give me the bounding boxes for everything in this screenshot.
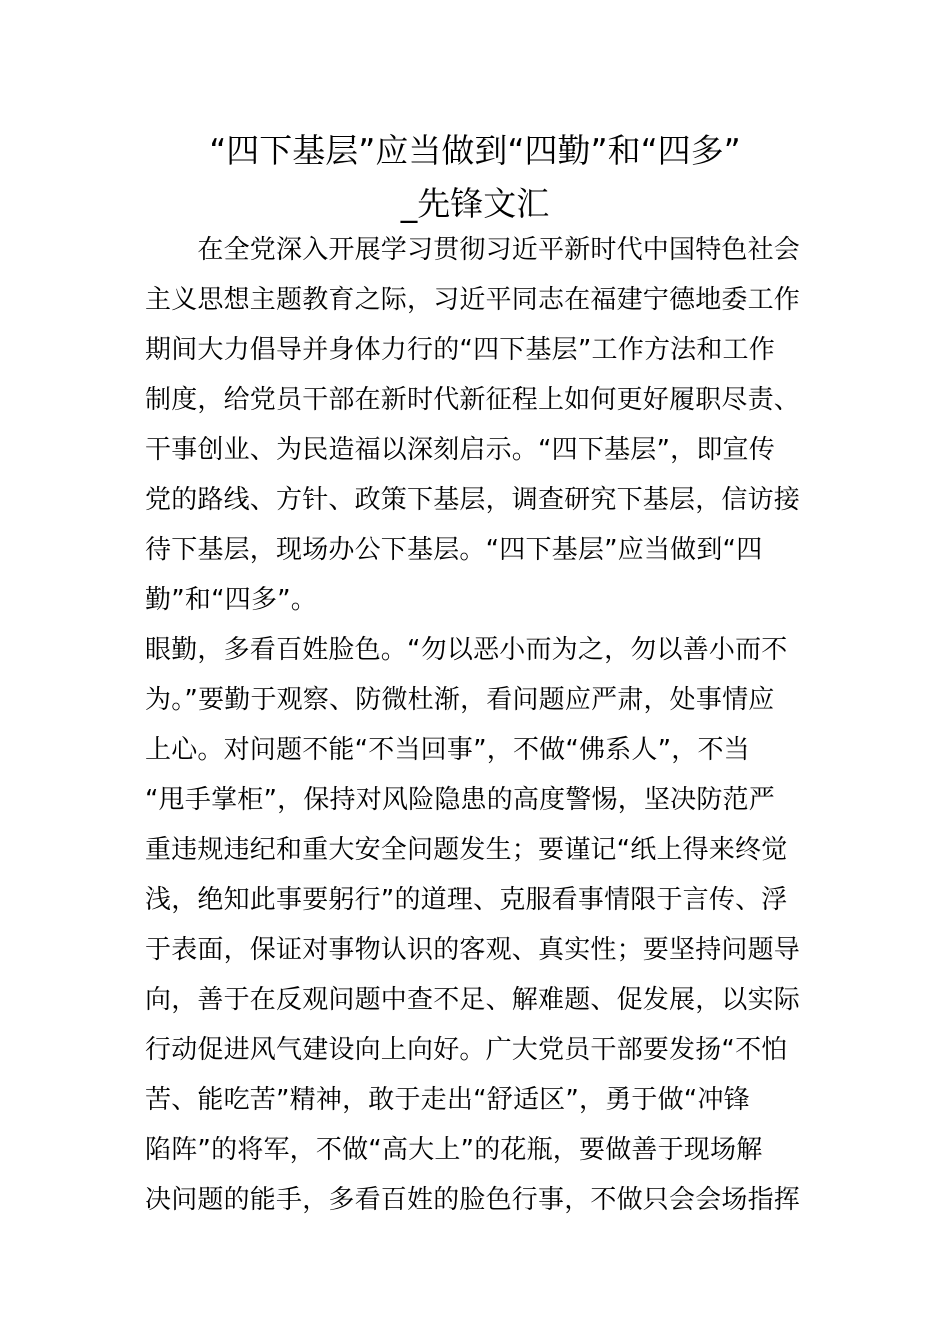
body-line: 眼勤，多看百姓脸色。“勿以恶小而为之，勿以善小而不: [145, 635, 788, 665]
body-line: 向，善于在反观问题中查不足、解难题、促发展，以实际: [145, 985, 801, 1015]
body-line: 勤”和“四多”。: [145, 585, 318, 615]
body-line: 干事创业、为民造福以深刻启示。“四下基层”，即宣传: [145, 435, 775, 465]
body-line: 重违规违纪和重大安全问题发生；要谨记“纸上得来终觉: [145, 835, 788, 865]
body-line: 待下基层，现场办公下基层。“四下基层”应当做到“四: [145, 535, 763, 565]
body-line: 苦、能吃苦”精神，敢于走出“舒适区”，勇于做“冲锋: [145, 1085, 750, 1115]
body-line: 主义思想主题教育之际，习近平同志在福建宁德地委工作: [145, 285, 801, 315]
body-line: 陷阵”的将军，不做“高大上”的花瓶，要做善于现场解: [145, 1135, 763, 1165]
body-line: 于表面，保证对事物认识的客观、真实性；要坚持问题导: [145, 935, 801, 965]
body-line: 在全党深入开展学习贯彻习近平新时代中国特色社会: [145, 235, 801, 265]
body-line: 行动促进风气建设向上向好。广大党员干部要发扬“不怕: [145, 1035, 788, 1065]
document-title-line-1: “四下基层”应当做到“四勤”和“四多”: [209, 131, 741, 170]
body-line: 制度，给党员干部在新时代新征程上如何更好履职尽责、: [145, 385, 801, 415]
body-line: 党的路线、方针、政策下基层，调查研究下基层，信访接: [145, 485, 801, 515]
body-line: 为。”要勤于观察、防微杜渐，看问题应严肃，处事情应: [145, 685, 775, 715]
body-line: 期间大力倡导并身体力行的“四下基层”工作方法和工作: [145, 335, 775, 365]
document-title-line-2: _先锋文汇: [400, 184, 550, 223]
body-line: “甩手掌柜”，保持对风险隐患的高度警惕，坚决防范严: [145, 785, 775, 815]
body-line: 上心。对问题不能“不当回事”，不做“佛系人”，不当: [145, 735, 750, 765]
body-line: 决问题的能手，多看百姓的脸色行事，不做只会会场指挥: [145, 1185, 801, 1215]
body-line: 浅，绝知此事要躬行”的道理、克服看事情限于言传、浮: [145, 885, 788, 915]
